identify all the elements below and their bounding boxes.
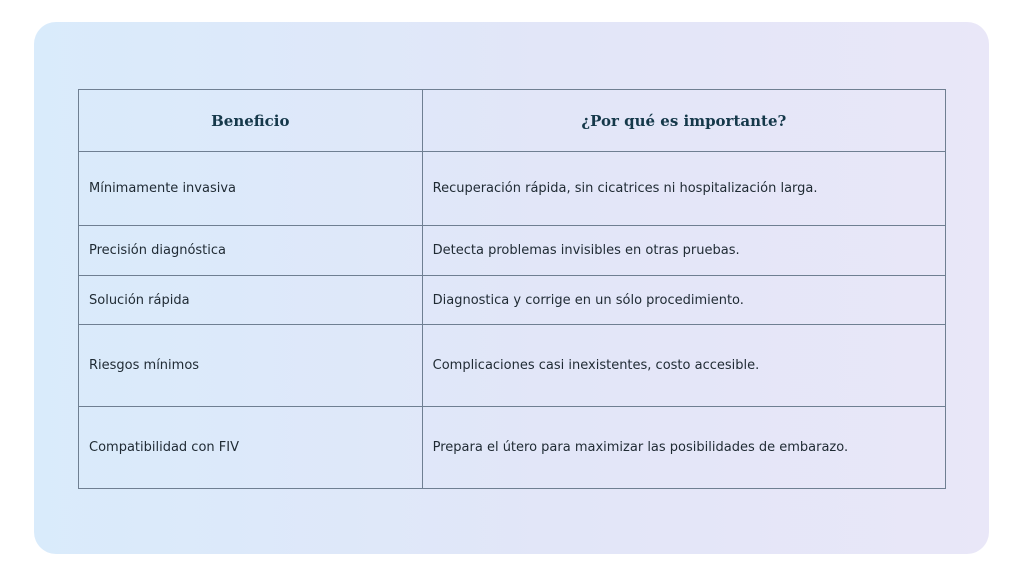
table-row <box>79 407 946 489</box>
table-row <box>79 325 946 407</box>
benefit-cell: Precisión diagnóstica <box>79 226 423 276</box>
importance-cell: Complicaciones casi inexistentes, costo accesible. <box>422 325 945 407</box>
importance-cell: Detecta problemas invisibles en otras pruebas. <box>422 226 945 276</box>
table-header-row <box>79 90 946 152</box>
importance-cell: Prepara el útero para maximizar las posibilidades de embarazo. <box>422 407 945 489</box>
table-row <box>79 276 946 325</box>
table-row <box>79 226 946 276</box>
benefit-cell: Solución rápida <box>79 276 423 325</box>
benefits-table <box>78 89 946 489</box>
benefit-cell: Riesgos mínimos <box>79 325 423 407</box>
header-benefit: Beneficio <box>79 90 423 152</box>
benefit-cell: Compatibilidad con FIV <box>79 407 423 489</box>
importance-cell: Recuperación rápida, sin cicatrices ni hospitalización larga. <box>422 152 945 226</box>
header-importance: ¿Por qué es importante? <box>422 90 945 152</box>
benefit-cell: Mínimamente invasiva <box>79 152 423 226</box>
importance-cell: Diagnostica y corrige en un sólo procedimiento. <box>422 276 945 325</box>
table-row <box>79 152 946 226</box>
